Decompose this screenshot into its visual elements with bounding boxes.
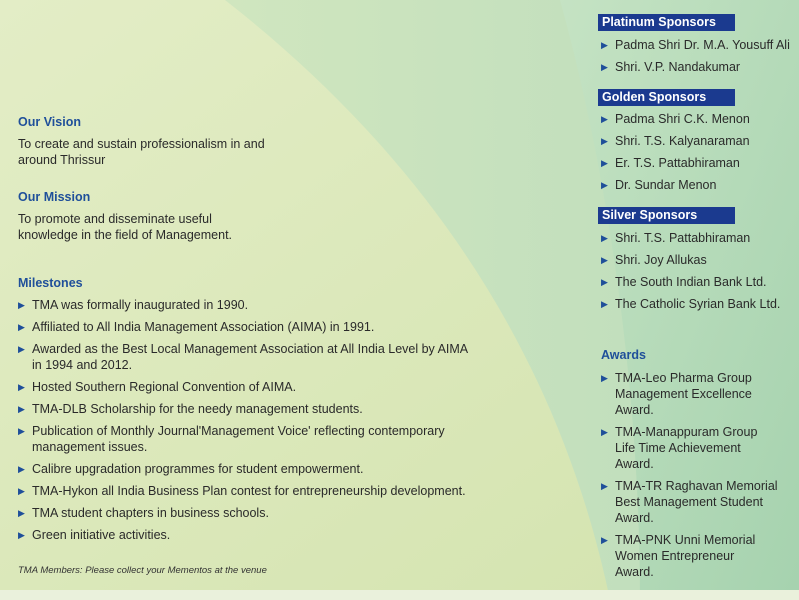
bullet-arrow-icon: ▶ xyxy=(601,180,608,190)
mission-line: To promote and disseminate useful xyxy=(18,212,212,226)
vision-line: To create and sustain professionalism in and xyxy=(18,137,265,151)
bullet-arrow-icon: ▶ xyxy=(18,426,25,436)
list-item: ▶ Calibre upgradation programmes for student empowerment. xyxy=(18,462,364,476)
list-item: ▶ TMA-Leo Pharma Group Management Excellence Award. xyxy=(601,371,752,417)
platinum-sponsors-list xyxy=(601,37,796,81)
vision-text xyxy=(18,136,318,168)
bullet-arrow-icon: ▶ xyxy=(601,373,608,383)
list-item: ▶ TMA was formally inaugurated in 1990. xyxy=(18,298,249,312)
list-item: ▶ Shri. T.S. Kalyanaraman xyxy=(601,134,750,148)
mission-title: Our Mission xyxy=(18,190,91,204)
bullet-arrow-icon: ▶ xyxy=(18,508,25,518)
list-item: ▶ TMA-Hykon all India Business Plan contest for entrepreneurship development. xyxy=(18,484,466,498)
golden-sponsors-list xyxy=(601,111,796,199)
silver-sponsors-list xyxy=(601,230,796,318)
bullet-arrow-icon: ▶ xyxy=(601,136,608,146)
list-item: ▶ Shri. V.P. Nandakumar xyxy=(601,60,741,74)
platinum-sponsors-header: Platinum Sponsors xyxy=(598,14,735,31)
bullet-arrow-icon: ▶ xyxy=(18,300,25,310)
bullet-arrow-icon: ▶ xyxy=(18,464,25,474)
list-item: ▶ The Catholic Syrian Bank Ltd. xyxy=(601,297,781,311)
list-item: ▶ Shri. Joy Allukas xyxy=(601,253,707,267)
milestones-title: Milestones xyxy=(18,276,83,290)
awards-list xyxy=(601,370,796,586)
list-item: ▶ Awarded as the Best Local Management Association at All India Level by AIMA in 1994 and 2012. xyxy=(18,342,469,372)
members-note: TMA Members: Please collect your Mementos at the venue xyxy=(18,565,267,576)
list-item: ▶ The South Indian Bank Ltd. xyxy=(601,275,767,289)
list-item: ▶ TMA-PNK Unni Memorial Women Entrepreneur Award. xyxy=(601,533,756,579)
bullet-arrow-icon: ▶ xyxy=(18,404,25,414)
bullet-arrow-icon: ▶ xyxy=(18,382,25,392)
list-item: ▶ Er. T.S. Pattabhiraman xyxy=(601,156,740,170)
list-item: ▶ Padma Shri Dr. M.A. Yousuff Ali xyxy=(601,38,790,52)
bullet-arrow-icon: ▶ xyxy=(601,535,608,545)
list-item: ▶ TMA student chapters in business schools. xyxy=(18,506,269,520)
mission-line: knowledge in the field of Management. xyxy=(18,228,233,242)
bullet-arrow-icon: ▶ xyxy=(601,481,608,491)
vision-title: Our Vision xyxy=(18,115,81,129)
bullet-arrow-icon: ▶ xyxy=(601,40,608,50)
bullet-arrow-icon: ▶ xyxy=(18,344,25,354)
list-item: ▶ Dr. Sundar Menon xyxy=(601,178,717,192)
list-item: ▶ Shri. T.S. Pattabhiraman xyxy=(601,231,751,245)
bullet-arrow-icon: ▶ xyxy=(601,233,608,243)
list-item: ▶ Publication of Monthly Journal'Management Voice' reflecting contemporary management issues. xyxy=(18,424,445,454)
bullet-arrow-icon: ▶ xyxy=(601,299,608,309)
list-item: ▶ Hosted Southern Regional Convention of AIMA. xyxy=(18,380,297,394)
list-item: ▶ Green initiative activities. xyxy=(18,528,171,542)
bullet-arrow-icon: ▶ xyxy=(601,255,608,265)
bullet-arrow-icon: ▶ xyxy=(601,158,608,168)
bullet-arrow-icon: ▶ xyxy=(18,486,25,496)
bullet-arrow-icon: ▶ xyxy=(18,322,25,332)
list-item: ▶ TMA-DLB Scholarship for the needy management students. xyxy=(18,402,363,416)
vision-line: around Thrissur xyxy=(18,153,106,167)
list-item: ▶ Padma Shri C.K. Menon xyxy=(601,112,750,126)
list-item: ▶ TMA-TR Raghavan Memorial Best Management Student Award. xyxy=(601,479,778,525)
bullet-arrow-icon: ▶ xyxy=(601,277,608,287)
list-item: ▶ Affiliated to All India Management Association (AIMA) in 1991. xyxy=(18,320,375,334)
bullet-arrow-icon: ▶ xyxy=(601,427,608,437)
bullet-arrow-icon: ▶ xyxy=(601,62,608,72)
bullet-arrow-icon: ▶ xyxy=(18,530,25,540)
mission-text xyxy=(18,211,318,243)
milestones-list xyxy=(18,297,498,549)
golden-sponsors-header: Golden Sponsors xyxy=(598,89,735,106)
awards-title: Awards xyxy=(601,348,646,362)
list-item: ▶ TMA-Manappuram Group Life Time Achievement Award. xyxy=(601,425,758,471)
silver-sponsors-header: Silver Sponsors xyxy=(598,207,735,224)
bullet-arrow-icon: ▶ xyxy=(601,114,608,124)
